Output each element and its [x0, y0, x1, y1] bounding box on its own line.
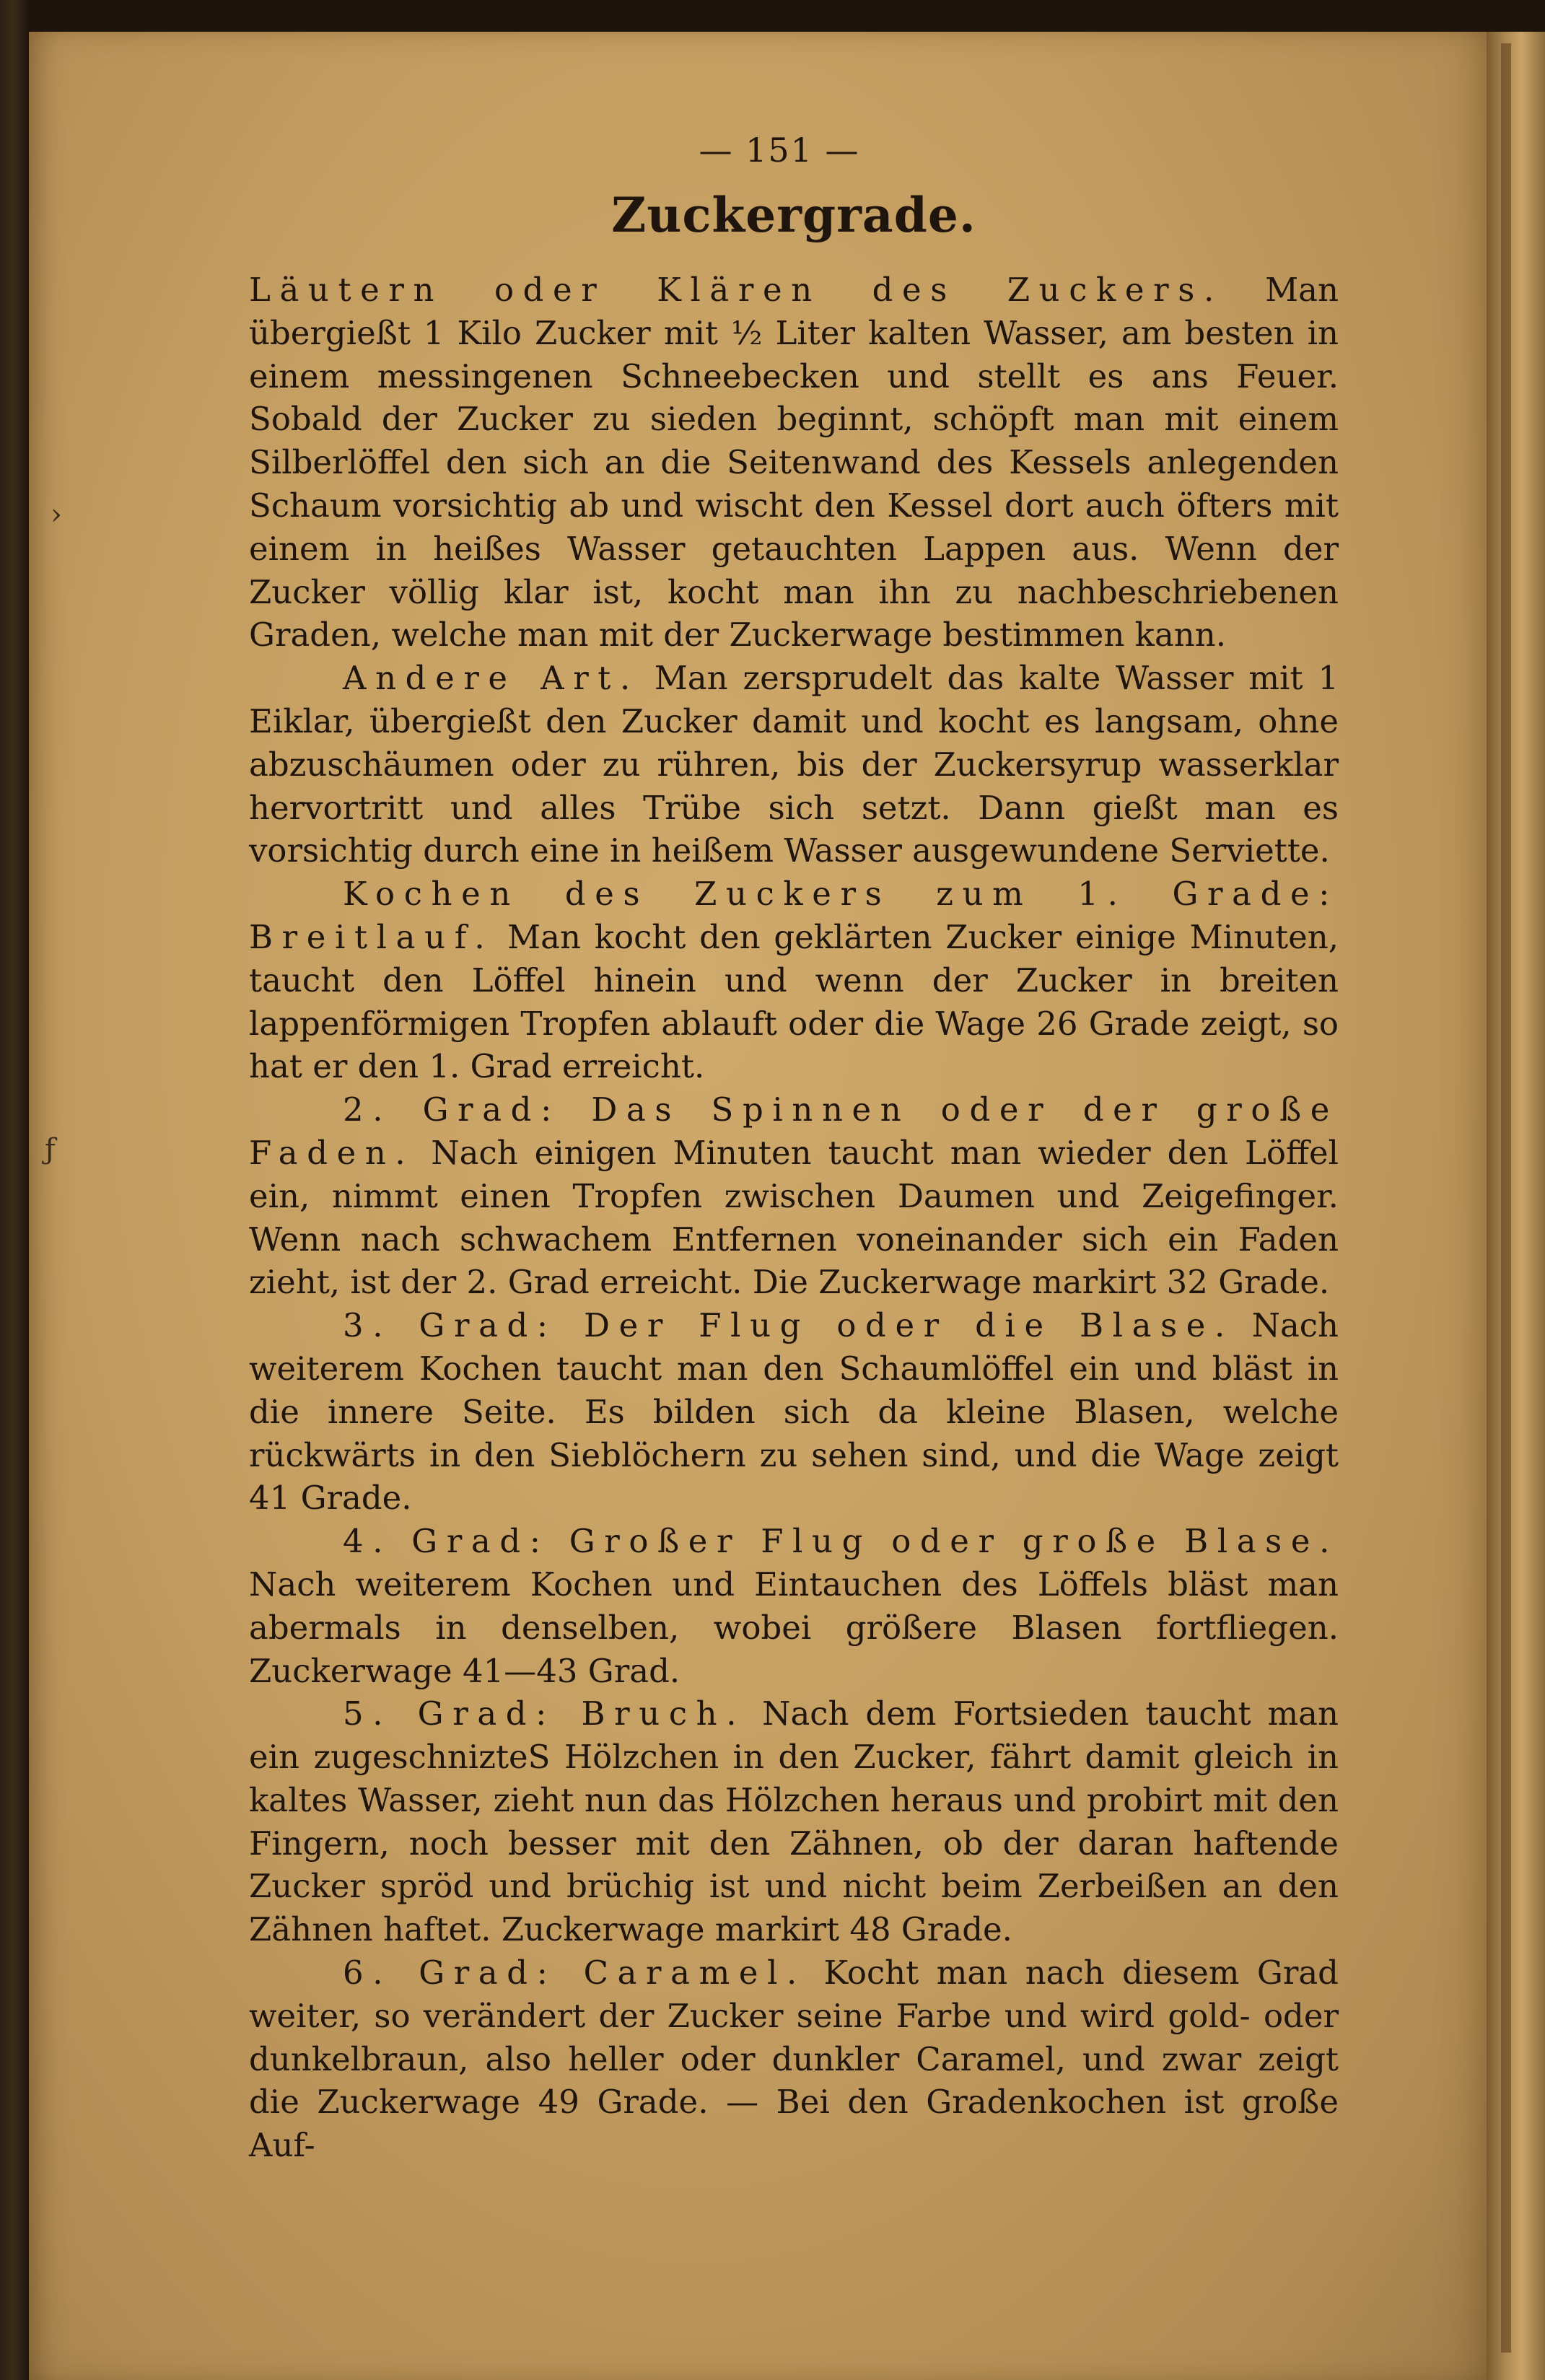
paragraph-text: Man zersprudelt das kalte Wasser mit 1 Eiklar, übergießt den Zucker damit und kocht es langsam, ohne abzuschäumen oder zu rühren, bis der Zuckersyrup wasserklar hervortritt und alles Trübe sich setzt. Dann gießt man es vorsichtig durch eine in heißem Wasser ausgewundene Serviette. — [249, 659, 1339, 870]
paragraph-text: Nach dem Fortsieden taucht man ein zugeschnizteS Hölzchen in den Zucker, fährt damit gleich in kaltes Wasser, zieht nun das Hölzchen heraus und probirt mit den Fingern, noch besser mit den Zähnen, ob der daran haftende Zucker spröd und brüchig ist und nicht beim Zerbeißen an den Zähnen haftet. Zuckerwage markirt 48 Grade. — [249, 1694, 1339, 1949]
paragraph-laeutern — [249, 268, 1339, 657]
margin-mark: ƒ — [45, 1133, 56, 1166]
paragraph-heading: 5. Grad: Bruch. — [343, 1694, 746, 1733]
page-content — [249, 121, 1339, 2167]
page-number: — 151 — — [699, 131, 860, 170]
paragraph-text: Kocht man nach diesem Grad weiter, so verändert der Zucker seine Farbe und wird gold- oder dunkelbraun, also heller oder dunkler Caramel, und zwar zeigt die Zuckerwage 49 Grade. — Bei den Gradenkochen ist große Auf- — [249, 1954, 1339, 2165]
paragraph-heading: 3. Grad: Der Flug oder die Blase. — [343, 1306, 1234, 1345]
paragraph-grad-5 — [249, 1692, 1339, 1951]
paragraph-text: Man kocht den geklärten Zucker einige Minuten, taucht den Löffel hinein und wenn der Zucker in breiten lappenförmigen Tropfen ablauft oder die Wage 26 Grade zeigt, so hat er den 1. Grad erreicht. — [249, 917, 1339, 1086]
paragraph-text: Man übergießt 1 Kilo Zucker mit ½ Liter kalten Wasser, am besten in einem messingenen Schneebecken und stellt es ans Feuer. Sobald der Zucker zu sieden beginnt, schöpft man mit einem Silberlöffel den sich an die Seitenwand des Kessels anlegenden Schaum vorsichtig ab und wischt den Kessel dort auch öfters mit einem in heißes Wasser getauchten Lappen aus. Wenn der Zucker völlig klar ist, kocht man ihn zu nachbeschriebenen Graden, welche man mit der Zuckerwage bestimmen kann. — [249, 271, 1339, 655]
paragraph-text: Nach weiterem Kochen und Eintauchen des Löffels bläst man abermals in denselben, wobei größere Blasen fortfliegen. Zuckerwage 41—43 Grad. — [249, 1565, 1339, 1690]
paragraph-heading: Kochen des Zuckers zum 1. Grade: Breitlauf. — [249, 875, 1339, 956]
paragraph-grad-4 — [249, 1520, 1339, 1692]
binding-shadow — [1501, 43, 1511, 2353]
margin-mark: › — [51, 498, 62, 531]
paragraph-grad-1 — [249, 872, 1339, 1088]
page-title: Zuckergrade. — [611, 187, 976, 243]
paragraph-grad-3 — [249, 1304, 1339, 1520]
paragraph-heading: Läutern oder Klären des Zuckers. — [249, 271, 1223, 309]
paragraph-grad-6 — [249, 1951, 1339, 2167]
paragraph-grad-2 — [249, 1088, 1339, 1304]
paragraph-heading: 4. Grad: Großer Flug oder große Blase. — [343, 1522, 1339, 1561]
paragraph-text: Nach einigen Minuten taucht man wieder den Löffel ein, nimmt einen Tropfen zwischen Daumen und Zeigefinger. Wenn nach schwachem Entfernen voneinander sich ein Faden zieht, ist der 2. Grad erreicht. Die Zuckerwage markirt 32 Grade. — [249, 1133, 1339, 1302]
paragraph-text: Nach weiterem Kochen taucht man den Schaumlöffel ein und bläst in die innere Seite. Es bilden sich da kleine Blasen, welche rückwärts in den Sieblöchern zu sehen sind, und die Wage zeigt 41 Grade. — [249, 1306, 1339, 1518]
paragraph-heading: 6. Grad: Caramel. — [343, 1954, 806, 1992]
paragraph-andere-art — [249, 657, 1339, 872]
page-edge — [1487, 32, 1545, 2380]
paragraph-heading: 2. Grad: Das Spinnen oder der große Faden. — [249, 1090, 1339, 1172]
body-text — [249, 268, 1339, 2167]
paragraph-heading: Andere Art. — [343, 659, 639, 698]
